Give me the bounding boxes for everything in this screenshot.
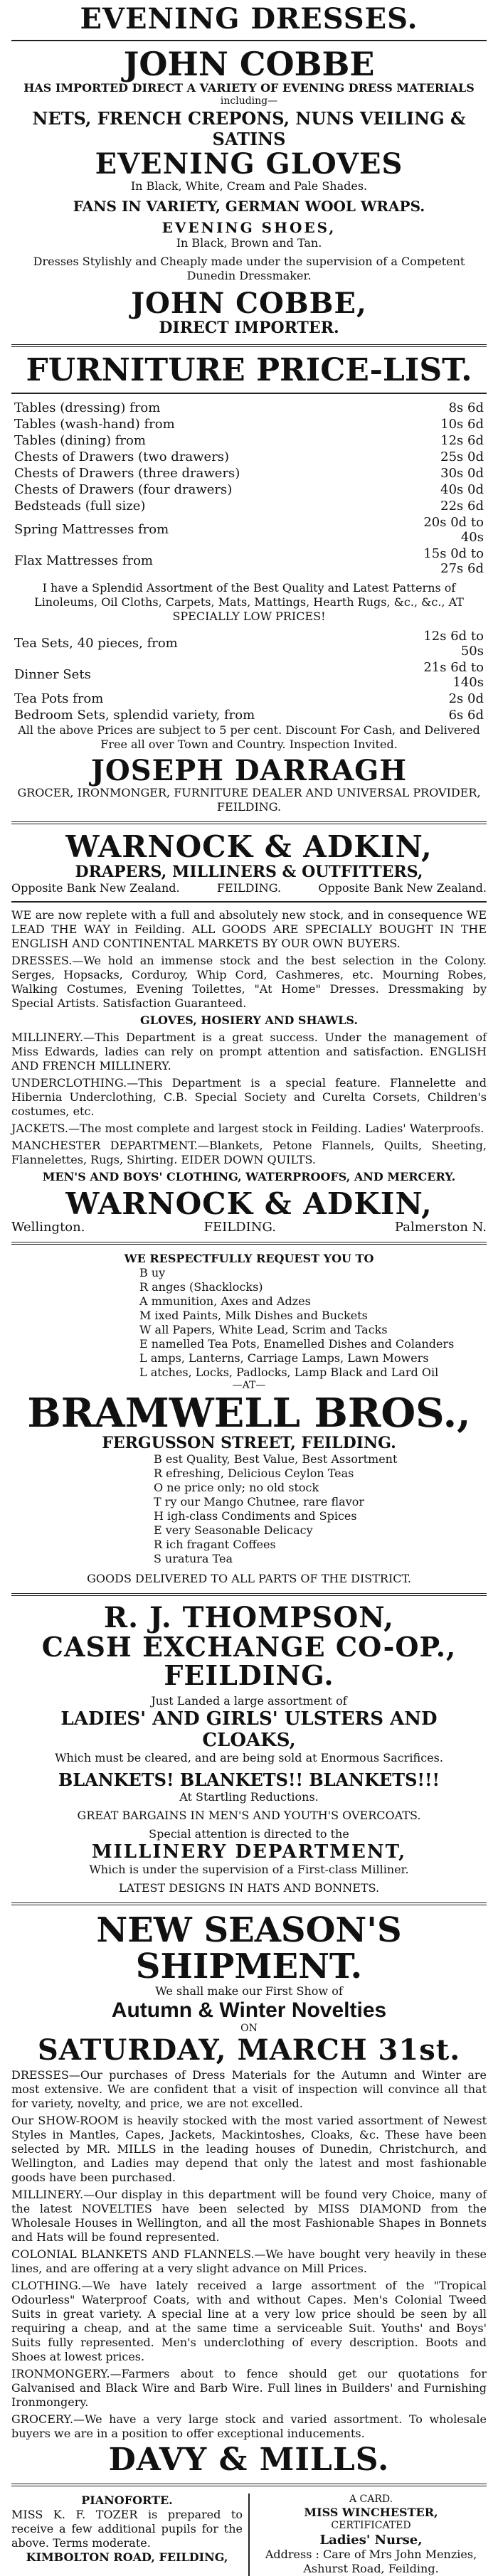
tozer-heading: PIANOFORTE. — [81, 2493, 173, 2507]
price-item: Tea Pots from — [14, 691, 104, 706]
price-item: Dinner Sets — [14, 667, 91, 683]
bramwell-line: R anges (Shacklocks) — [139, 1280, 263, 1294]
bramwell-line: L amps, Lanterns, Carriage Lamps, Lawn Mowers — [139, 1351, 429, 1366]
bramwell-line: B est Quality, Best Value, Best Assortment — [154, 1452, 398, 1467]
price-value: 40s 0d — [440, 481, 484, 497]
bramwell-at: —AT— — [232, 1380, 266, 1392]
thompson-store: CASH EXCHANGE CO-OP., FEILDING. — [41, 1631, 457, 1692]
price-row — [11, 465, 487, 481]
winchester-card: A CARD. — [349, 2493, 393, 2505]
davy-first-show: We shall make our First Show of — [155, 1984, 343, 1998]
thompson-ad — [11, 1603, 487, 1895]
cobbe-materials: NETS, FRENCH CREPONS, NUNS VEILING & SATINS — [32, 107, 466, 149]
thompson-bargains: GREAT BARGAINS IN MEN'S AND YOUTH'S OVERCOATS. — [77, 1809, 421, 1823]
thompson-attention: Special attention is directed to the — [149, 1827, 349, 1841]
price-row — [11, 707, 487, 723]
warnock-signature: WARNOCK & ADKIN, — [65, 1186, 433, 1222]
warnock-sig-left: Wellington. — [11, 1220, 85, 1235]
cobbe-importer: DIRECT IMPORTER. — [159, 318, 339, 337]
bottom-ads — [11, 2493, 487, 2576]
bramwell-footer: GOODS DELIVERED TO ALL PARTS OF THE DISTRICT. — [87, 1572, 411, 1586]
price-value: 30s 0d — [440, 465, 484, 481]
price-item: Flax Mattresses from — [14, 553, 153, 569]
thompson-supervision: Which is under the supervision of a First-class Milliner. — [89, 1863, 409, 1877]
thompson-latest: LATEST DESIGNS IN HATS AND BONNETS. — [118, 1881, 380, 1895]
furniture-note: All the above Prices are subject to 5 per cent. Discount For Cash, and Delivered Free all over Town and Country. Inspection Invited. — [18, 723, 480, 751]
davy-date: SATURDAY, MARCH 31st. — [37, 2033, 461, 2067]
price-row — [11, 514, 487, 545]
price-value: 10s 6d — [440, 416, 484, 432]
price-row — [11, 628, 487, 659]
price-row — [11, 545, 487, 577]
price-item: Tables (wash-hand) from — [14, 416, 175, 432]
darragh-trade: GROCER, IRONMONGER, FURNITURE DEALER AND UNIVERSAL PROVIDER, FEILDING. — [17, 785, 481, 814]
davy-novelties: Autumn & Winter Novelties — [111, 1998, 387, 2023]
warnock-intro: WE are now replete with a full and absolutely new stock, and in consequence WE LEAD THE WAY in Feilding. ALL GOODS ARE SPECIALLY BOUGHT IN THE ENGLISH AND CONTINENTAL MARKETS BY OUR OWN BUYERS. — [11, 908, 487, 951]
warnock-sub: DRAPERS, MILLINERS & OUTFITTERS, — [75, 863, 423, 882]
newspaper-page — [11, 0, 487, 2576]
bramwell-line: H igh-class Condiments and Spices — [154, 1509, 357, 1523]
price-value: 2s 0d — [448, 691, 484, 706]
warnock-title: WARNOCK & ADKIN, — [65, 829, 433, 864]
furniture-price-table — [11, 400, 487, 577]
davy-ad — [11, 1912, 487, 2476]
bramwell-line: R ich fragant Coffees — [154, 1538, 276, 1552]
bramwell-buy: B uy — [139, 1266, 166, 1280]
price-row — [11, 498, 487, 514]
price-item: Tables (dining) from — [14, 432, 146, 448]
tozer-ad — [11, 2493, 250, 2576]
cobbe-shoes: EVENING SHOES, — [161, 218, 337, 236]
thompson-name: R. J. THOMPSON, — [103, 1601, 395, 1635]
price-value: 21s 6d to 140s — [423, 659, 484, 690]
cobbe-import-line: HAS IMPORTED DIRECT A VARIETY OF EVENING DRESS MATERIALS — [23, 81, 475, 95]
bramwell-list-1 — [11, 1266, 487, 1380]
warnock-addr-left: Opposite Bank New Zealand. — [11, 881, 180, 895]
tozer-address: KIMBOLTON ROAD, FEILDING, — [26, 2550, 228, 2564]
furniture-ad — [11, 351, 487, 814]
price-row — [11, 659, 487, 691]
price-item: Chests of Drawers (three drawers) — [14, 465, 240, 481]
price-item: Bedroom Sets, splendid variety, from — [14, 707, 255, 723]
warnock-manchester: MANCHESTER DEPARTMENT.—Blankets, Petone Flannels, Quilts, Sheeting, Flannelettes, Rugs, Shirting. EIDER DOWN QUILTS. — [11, 1139, 487, 1167]
davy-millinery: MILLINERY.—Our display in this department will be found very Choice, many of the latest NOVELTIES have been selected by MISS DIAMOND from the Wholesale Houses in Wellington, and all the most Fashionable Shapes in Bonnets and Hats will be found represented. — [11, 2187, 487, 2244]
bramwell-line: M ixed Paints, Milk Dishes and Buckets — [139, 1309, 368, 1323]
bramwell-line: A mmunition, Axes and Adzes — [139, 1294, 311, 1309]
cobbe-shoes-sub: In Black, Brown and Tan. — [176, 235, 322, 250]
price-row — [11, 416, 487, 432]
cobbe-gloves: EVENING GLOVES — [95, 147, 403, 181]
price-value: 12s 6d — [440, 432, 484, 448]
warnock-millinery: MILLINERY.—This Department is a great success. Under the management of Miss Edwards, ladies can rely on prompt attention and satisfaction. ENGLISH AND FRENCH MILLINERY. — [11, 1031, 487, 1073]
cobbe-dress-note: Dresses Stylishly and Cheaply made under the supervision of a Competent Dunedin Dressmaker. — [33, 254, 465, 282]
tozer-body: MISS K. F. TOZER is prepared to receive a few additional pupils for the above. Terms moderate. — [11, 2507, 243, 2550]
bramwell-line: E namelled Tea Pots, Enamelled Dishes and Colanders — [139, 1337, 455, 1351]
warnock-dresses: DRESSES.—We hold an immense stock and the best selection in the Colony. Serges, Hopsacks, Corduroy, Whip Cord, Cashmeres, etc. Mourning Robes, Walking Costumes, Evening Toilettes, "At Home" Dresses. Dressmaking by Special Artists. Satisfaction Guaranteed. — [11, 954, 487, 1011]
warnock-address-row — [11, 881, 487, 895]
thompson-millinery: MILLINERY DEPARTMENT, — [91, 1841, 407, 1863]
bramwell-line: E very Seasonable Delicacy — [154, 1523, 313, 1538]
warnock-sig-mid: FEILDING. — [203, 1220, 276, 1235]
bramwell-name: BRAMWELL BROS., — [27, 1389, 471, 1437]
price-item: Spring Mattresses from — [14, 522, 169, 538]
price-row — [11, 432, 487, 449]
warnock-underclothing: UNDERCLOTHING.—This Department is a special feature. Flannelette and Hibernia Underclothing, C.B. Special Society and Curelta Corsets, Children's costumes, etc. — [11, 1076, 487, 1119]
price-value: 12s 6d to 50s — [423, 628, 484, 659]
winchester-ad — [250, 2493, 487, 2576]
davy-name: DAVY & MILLS. — [108, 2441, 390, 2478]
price-value: 8s 6d — [448, 400, 484, 415]
winchester-address: Address : Care of Mrs John Menzies, Ashurst Road, Feilding. — [265, 2547, 477, 2575]
price-row — [11, 481, 487, 498]
price-item: Tables (dressing) from — [14, 400, 161, 415]
thompson-landed: Just Landed a large assortment of — [151, 1694, 347, 1708]
cobbe-name-2: JOHN COBBE, — [131, 286, 367, 320]
bramwell-street: FERGUSSON STREET, FEILDING. — [102, 1434, 396, 1453]
warnock-addr-mid: FEILDING. — [216, 881, 282, 895]
price-row — [11, 691, 487, 707]
bramwell-line: T ry our Mango Chutnee, rare flavor — [154, 1495, 365, 1509]
thompson-ulsters: LADIES' AND GIRLS' ULSTERS AND CLOAKS, — [60, 1708, 438, 1752]
davy-showroom: Our SHOW-ROOM is heavily stocked with the most varied assortment of Newest Styles in Mantles, Capes, Jackets, Mackintoshes, Cloaks, &c. These have been selected by MR. MILLS in the leading houses of Dunedin, Christchurch, and Wellington, and Ladies may depend that only the latest and most fashionable goods have been purchased. — [11, 2113, 487, 2184]
price-item: Chests of Drawers (four drawers) — [14, 481, 233, 497]
winchester-cert: CERTIFICATED — [331, 2520, 411, 2532]
bramwell-list-2 — [11, 1452, 487, 1566]
price-value: 25s 0d — [440, 449, 484, 464]
price-row — [11, 400, 487, 416]
warnock-gloves: GLOVES, HOSIERY AND SHAWLS. — [140, 1013, 358, 1028]
price-item: Tea Sets, 40 pieces, from — [14, 636, 178, 651]
winchester-name: MISS WINCHESTER, — [304, 2506, 438, 2520]
cobbe-gloves-sub: In Black, White, Cream and Pale Shades. — [130, 179, 368, 193]
darragh-name: JOSEPH DARRAGH — [90, 753, 408, 787]
bramwell-line: S uratura Tea — [154, 1552, 233, 1566]
bramwell-line: O ne price only; no old stock — [154, 1481, 319, 1495]
thompson-startling: At Startling Reductions. — [179, 1790, 319, 1804]
price-value: 15s 0d to 27s 6d — [423, 545, 484, 576]
cobbe-fans: FANS IN VARIETY, GERMAN WOOL WRAPS. — [73, 197, 425, 215]
bramwell-intro: WE RESPECTFULLY REQUEST YOU TO — [124, 1252, 374, 1266]
davy-colonial: COLONIAL BLANKETS AND FLANNELS.—We have bought very heavily in these lines, and are offering at a very slight advance on Mill Prices. — [11, 2247, 487, 2275]
davy-on: ON — [240, 2023, 258, 2035]
warnock-sig-right: Palmerston N. — [394, 1220, 487, 1235]
davy-clothing: CLOTHING.—We have lately received a large assortment of the "Tropical Odourless" Waterproof Coats, with and without Capes. Men's Colonial Tweed Suits in great variety. A special line at a very low price should be seen by all requiring a cheap, and at the same time a serviceable Suit. Youths' and Boys' Suits fully represented. Men's underclothing of every description. Boots and Shoes at lowest prices. — [11, 2278, 487, 2363]
cobbe-ad — [11, 4, 487, 337]
thompson-blankets: BLANKETS! BLANKETS!! BLANKETS!!! — [58, 1769, 440, 1791]
cobbe-including: including— — [220, 95, 278, 107]
davy-dresses: DRESSES—Our purchases of Dress Materials for the Autumn and Winter are most extensive. We are confident that a visit of inspection will convince all that for variety, novelty, and price, we are not excelled. — [11, 2067, 487, 2110]
price-row — [11, 449, 487, 465]
warnock-addr-right: Opposite Bank New Zealand. — [318, 881, 487, 895]
price-item: Chests of Drawers (two drawers) — [14, 449, 230, 464]
furniture-assortment: I have a Splendid Assortment of the Best Quality and Latest Patterns of Linoleums, Oil Cloths, Carpets, Mats, Mattings, Hearth Rugs, &c., &c., AT SPECIALLY LOW PRICES! — [34, 580, 464, 623]
price-value: 22s 6d — [440, 498, 484, 513]
cobbe-name: JOHN COBBE — [123, 45, 375, 83]
winchester-role: Ladies' Nurse, — [319, 2532, 423, 2548]
furniture-price-table-2 — [11, 628, 487, 723]
furniture-title: FURNITURE PRICE-LIST. — [26, 351, 472, 388]
davy-ironmongery: IRONMONGERY.—Farmers about to fence should get our quotations for Galvanised and Black Wire and Barb Wire. Full lines in Builders' and Furnishing Ironmongery. — [11, 2366, 487, 2409]
warnock-jackets: JACKETS.—The most complete and largest stock in Feilding. Ladies' Waterproofs. — [11, 1122, 484, 1136]
thompson-sold: Which must be cleared, and are being sold at Enormous Sacrifices. — [55, 1751, 443, 1765]
cobbe-title: EVENING DRESSES. — [80, 2, 418, 36]
warnock-sig-row — [11, 1220, 487, 1235]
warnock-mens: MEN'S AND BOYS' CLOTHING, WATERPROOFS, AND MERCERY. — [42, 1170, 456, 1184]
price-value: 6s 6d — [448, 707, 484, 723]
bramwell-line: W all Papers, White Lead, Scrim and Tacks — [139, 1323, 388, 1337]
davy-title: NEW SEASON'S SHIPMENT. — [96, 1910, 402, 1986]
bramwell-ad — [11, 1252, 487, 1586]
price-item: Bedsteads (full size) — [14, 498, 146, 513]
bramwell-line: R efreshing, Delicious Ceylon Teas — [154, 1467, 354, 1481]
price-value: 20s 0d to 40s — [423, 514, 484, 545]
davy-grocery: GROCERY.—We have a very large stock and varied assortment. To wholesale buyers we are in a position to offer exceptional inducements. — [11, 2412, 487, 2440]
warnock-ad — [11, 831, 487, 1235]
bramwell-line: L atches, Locks, Padlocks, Lamp Black and Lard Oil — [139, 1366, 439, 1380]
